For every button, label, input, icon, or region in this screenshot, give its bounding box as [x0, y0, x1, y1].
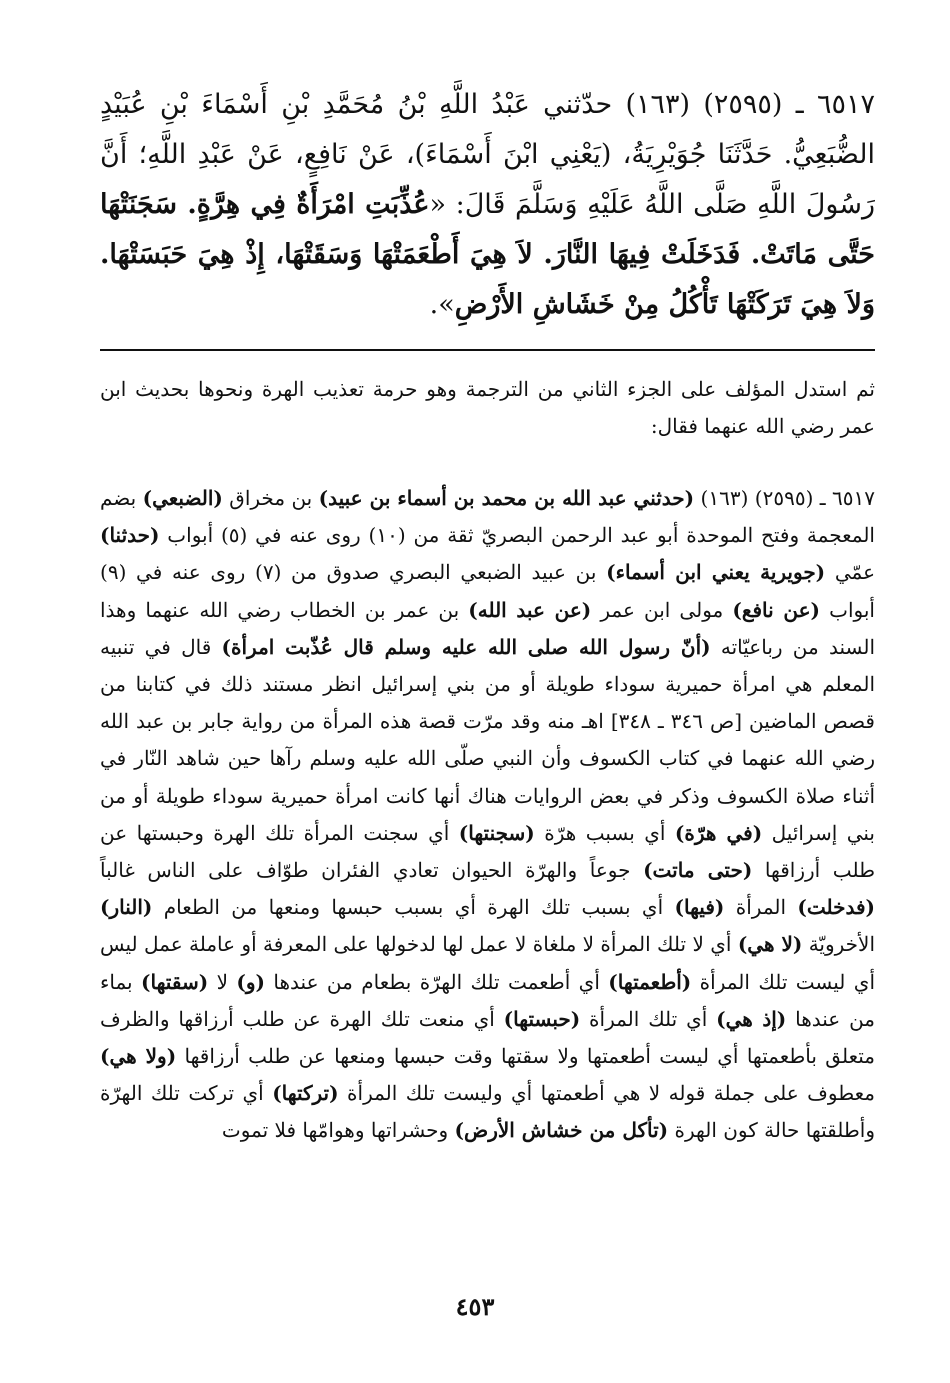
commentary-bold-term: (تأكل من خشاش الأرض) — [454, 1118, 669, 1143]
commentary-run: أي لا تلك المرأة لا ملغاة لا عمل لها لدخولها على المعرفة أو عاملة عمل ليس أي ليست تلك المرأة — [100, 932, 876, 994]
section-divider — [100, 349, 875, 351]
hadith-close: ». — [429, 289, 455, 320]
commentary-bold-term: (جويرية يعني ابن أسماء) — [606, 560, 826, 585]
commentary-bold-term: (سقتها) — [141, 969, 209, 994]
commentary-bold-term: (سجنتها) — [458, 820, 535, 845]
commentary-run: أي منعت تلك الهرة عن طلب أرزاقها والظرف متعلق بأطعمتها أي ليست أطعمتها ولا سقتها وقت حبسها ومنعها عن طلب أرزاقها — [100, 1006, 875, 1069]
commentary-run: وحشراتها وهوامّها فلا تموت — [221, 1118, 455, 1143]
commentary-run: الأخرويّة — [802, 932, 875, 957]
commentary-intro: ثم استدل المؤلف على الجزء الثاني من الترجمة وهو حرمة تعذيب الهرة ونحوها بحديث ابن عمر رضي الله عنهما فقال: — [100, 377, 875, 439]
commentary-run: بن عبيد الضبعي البصري صدوق من (٧) روى عنه في (٩) أبواب — [100, 560, 875, 622]
commentary-run: أي أطعمت تلك الهرّة بطعام من عندها — [265, 969, 609, 994]
commentary-run: أي بسبب هرّة — [534, 820, 675, 845]
commentary-bold-term: (لا هي) — [737, 932, 803, 957]
commentary-run: عمّي — [825, 560, 876, 585]
commentary-run: أي بسبب تلك الهرة أي بسبب حبسها ومنعها من الطعام — [152, 895, 675, 920]
commentary-bold-term: (في هرّة) — [674, 820, 763, 845]
commentary-run: المرأة — [724, 895, 798, 920]
commentary-bold-term: (عن نافع) — [732, 597, 821, 622]
commentary-run: أي سجنت المرأة تلك الهرة وحبستها عن طلب أرزاقها — [100, 820, 875, 883]
commentary-run: لا — [208, 969, 237, 994]
commentary-run: ٦٥١٧ ـ (٢٥٩٥) (١٦٣) — [694, 486, 875, 510]
hadith-text — [100, 80, 875, 330]
commentary-run: جوعاً والهرّة الحيوان تعادي الفئران طوّاف على الناس غالباً — [100, 858, 644, 883]
commentary-bold-term: (ولا هي) — [100, 1044, 177, 1069]
commentary-run: أي تلك المرأة — [580, 1006, 717, 1031]
commentary-run: بضم المعجمة وفتح الموحدة أبو عبد الرحمن البصريّ ثقة من (١٠) روى عنه في (٥) أبواب — [100, 486, 875, 548]
commentary-bold-term: (فدخلت) — [797, 895, 876, 920]
commentary-bold-term: (عن عبد الله) — [468, 597, 592, 622]
commentary-bold-term: (حدثنا) — [100, 523, 160, 548]
commentary-run: بن عمر بن الخطاب رضي الله عنهما وهذا السند من رباعيّاته — [100, 597, 875, 659]
commentary-bold-term: (أطعمتها) — [608, 969, 692, 994]
commentary-bold-term: (تركتها) — [272, 1081, 339, 1106]
commentary-bold-term: (فيها) — [674, 895, 725, 920]
commentary-bold-term: (إذ هي) — [716, 1006, 787, 1031]
hadith-lead: ٦٥١٧ ـ (٢٥٩٥) (١٦٣) حدّثني عَبْدُ اللَّهِ بْنُ مُحَمَّدِ بْنِ أَسْمَاءَ بْنِ عُبَيْدٍ الضُّبَعِيُّ. حَدَّثَنَا جُوَيْرِيَةُ، (يَعْنِي ابْنَ أَسْمَاءَ)، عَنْ نَافِعٍ، عَنْ عَبْدِ اللَّهِ؛ أَنَّ رَسُولَ اللَّهِ صَلَّى اللَّهُ عَلَيْهِ وَسَلَّمَ قَالَ: « — [100, 89, 875, 220]
commentary-bold-term: (حتى ماتت) — [643, 858, 753, 883]
page-number: ٤٥٣ — [455, 1292, 495, 1321]
hadith-quote: عُذِّبَتِ امْرَأَةٌ فِي هِرَّةٍ. سَجَنَتْهَا حَتَّى مَاتَتْ. فَدَخَلَتْ فِيهَا النَّارَ. لاَ هِيَ أَطْعَمَتْهَا وَسَقَتْهَا، إِذْ هِيَ حَبَسَتْهَا. وَلاَ هِيَ تَرَكَتْهَا تَأْكُلُ مِنْ خَشَاشِ الأَرْضِ — [100, 189, 875, 320]
commentary-bold-term: (حدثني عبد الله بن محمد بن أسماء بن عبيد) — [318, 486, 695, 510]
commentary-run: قال في تنبيه المعلم هي امرأة حميرية سوداء طويلة أو من بني إسرائيل انظر مستند ذلك في كتابنا من قصص الماضين [ص ٣٤٦ ـ ٣٤٨] اهـ منه وقد مرّت قصة هذه المرأة من رواية جابر بن عبد الله رضي الله عنهما في كتاب الكسوف وأن النبي صلّى الله عليه وسلم رآها حين شاهد النّار في أثناء صلاة الكسوف وذكر في بعض الروايات هناك أنها كانت امرأة حميرية سوداء طويلة أو من بني إسرائيل — [100, 634, 876, 845]
commentary-bold-term: (حبستها) — [503, 1006, 581, 1031]
commentary-run: أي تركت تلك الهرّة وأطلقتها حالة كون الهرة — [100, 1081, 875, 1143]
commentary-run: معطوف على جملة قوله لا هي أطعمتها أي وليست تلك المرأة — [338, 1081, 875, 1106]
commentary-bold-term: (النار) — [100, 895, 153, 920]
commentary-explanation — [100, 480, 875, 1150]
commentary-bold-term: (و) — [236, 969, 265, 994]
commentary-bold-term: (أنّ رسول الله صلى الله عليه وسلم قال عُذّبت امرأة) — [221, 634, 711, 659]
commentary-run: مولى ابن عمر — [591, 597, 733, 622]
commentary-run: بماء من عندها — [100, 969, 876, 1031]
commentary-run: بن مخراق — [222, 486, 319, 510]
commentary-bold-term: (الضبعي) — [142, 486, 223, 510]
